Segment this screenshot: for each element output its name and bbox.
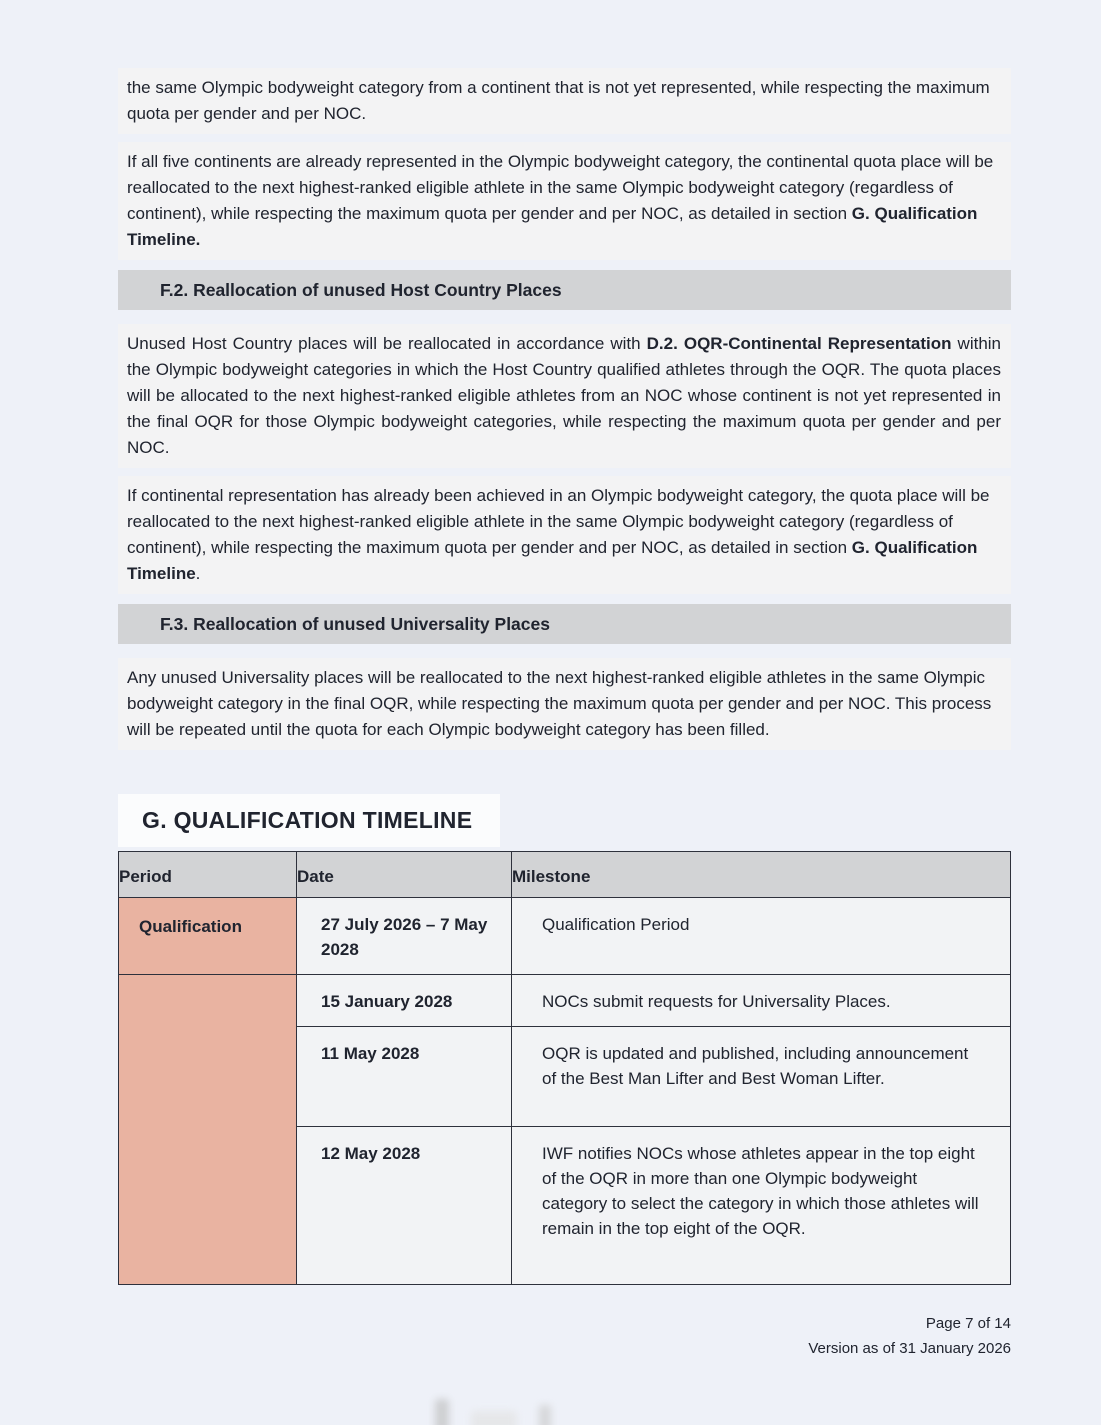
- milestone-cell: OQR is updated and published, including announcement of the Best Man Lifter and Best Woman Lifter.: [512, 1027, 1011, 1127]
- date-cell: 11 May 2028: [297, 1027, 512, 1127]
- body-paragraph: [127, 149, 1001, 253]
- period-cell: Qualification: [119, 898, 297, 975]
- paragraph-block: [118, 142, 1011, 260]
- date-cell: 15 January 2028: [297, 975, 512, 1027]
- body-text: within the Olympic bodyweight categories in which the Host Country qualified athletes through the OQR. The quota places will be allocated to the next highest-ranked eligible athletes from an NOC whose continent is not yet represented in the final OQR for those Olympic bodyweight categories, while respecting the maximum quota per gender and per NOC.: [127, 334, 1002, 457]
- column-header-date: Date: [297, 852, 512, 898]
- version-text: Version as of 31 January 2026: [808, 1340, 1011, 1357]
- bold-reference-text: G. Qualification Timeline.: [127, 204, 978, 249]
- body-paragraph: [127, 331, 1001, 461]
- table-row: [119, 975, 1011, 1027]
- column-header-period: Period: [119, 852, 297, 898]
- body-text: the same Olympic bodyweight category from a continent that is not yet represented, while respecting the maximum quota per gender and per NOC.: [127, 78, 990, 123]
- paragraph-block: [118, 658, 1011, 750]
- paragraph-block: [118, 476, 1011, 594]
- table-row: [119, 898, 1011, 975]
- body-paragraph: [127, 483, 1001, 587]
- section-header-f2: [118, 270, 1011, 310]
- column-header-milestone: Milestone: [512, 852, 1011, 898]
- qualification-timeline-table: [118, 851, 1011, 1285]
- section-header-f3: [118, 604, 1011, 644]
- milestone-cell: IWF notifies NOCs whose athletes appear in the top eight of the OQR in more than one Olympic bodyweight category to select the category in which those athletes will remain in the top eight of the OQR.: [512, 1127, 1011, 1285]
- period-cell-merged: [119, 975, 297, 1285]
- body-text: If continental representation has already been achieved in an Olympic bodyweight category, the quota place will be reallocated to the next highest-ranked eligible athlete in the same Olympic bodyweight category (regardless of continent), while respecting the maximum quota per gender and per NOC, as detailed in section: [127, 486, 990, 557]
- table-header-row: [119, 852, 1011, 898]
- body-paragraph: [127, 665, 1001, 743]
- section-header-text: F.3. Reallocation of unused Universality Places: [160, 613, 550, 634]
- body-text: Any unused Universality places will be reallocated to the next highest-ranked eligible athletes in the same Olympic bodyweight category in the final OQR, while respecting the maximum quota per gender and per NOC. This process will be repeated until the quota for each Olympic bodyweight category has been filled.: [127, 668, 992, 739]
- blurred-watermark: [435, 1399, 551, 1425]
- body-text: Unused Host Country places will be reallocated in accordance with: [127, 334, 647, 353]
- date-cell: 27 July 2026 – 7 May 2028: [297, 898, 512, 975]
- paragraph-block: [118, 324, 1011, 468]
- section-title-qualification-timeline: [118, 794, 500, 847]
- section-header-text: F.2. Reallocation of unused Host Country Places: [160, 279, 562, 300]
- milestone-cell: Qualification Period: [512, 898, 1011, 975]
- page-number: Page 7 of 14: [925, 1315, 1011, 1332]
- paragraph-block: [118, 68, 1011, 134]
- body-paragraph: [127, 75, 1001, 127]
- bold-reference-text: D.2. OQR-Continental Representation: [646, 334, 952, 353]
- body-text: .: [195, 564, 201, 583]
- milestone-cell: NOCs submit requests for Universality Places.: [512, 975, 1011, 1027]
- page-footer: [118, 1311, 1011, 1361]
- body-text: If all five continents are already represented in the Olympic bodyweight category, the continental quota place will be reallocated to the next highest-ranked eligible athlete in the same Olympic bodyweight category (regardless of continent), while respecting the maximum quota per gender and per NOC, as detailed in section: [127, 152, 994, 223]
- section-title-text: G. QUALIFICATION TIMELINE: [142, 807, 473, 833]
- date-cell: 12 May 2028: [297, 1127, 512, 1285]
- bold-reference-text: G. Qualification Timeline: [127, 538, 978, 583]
